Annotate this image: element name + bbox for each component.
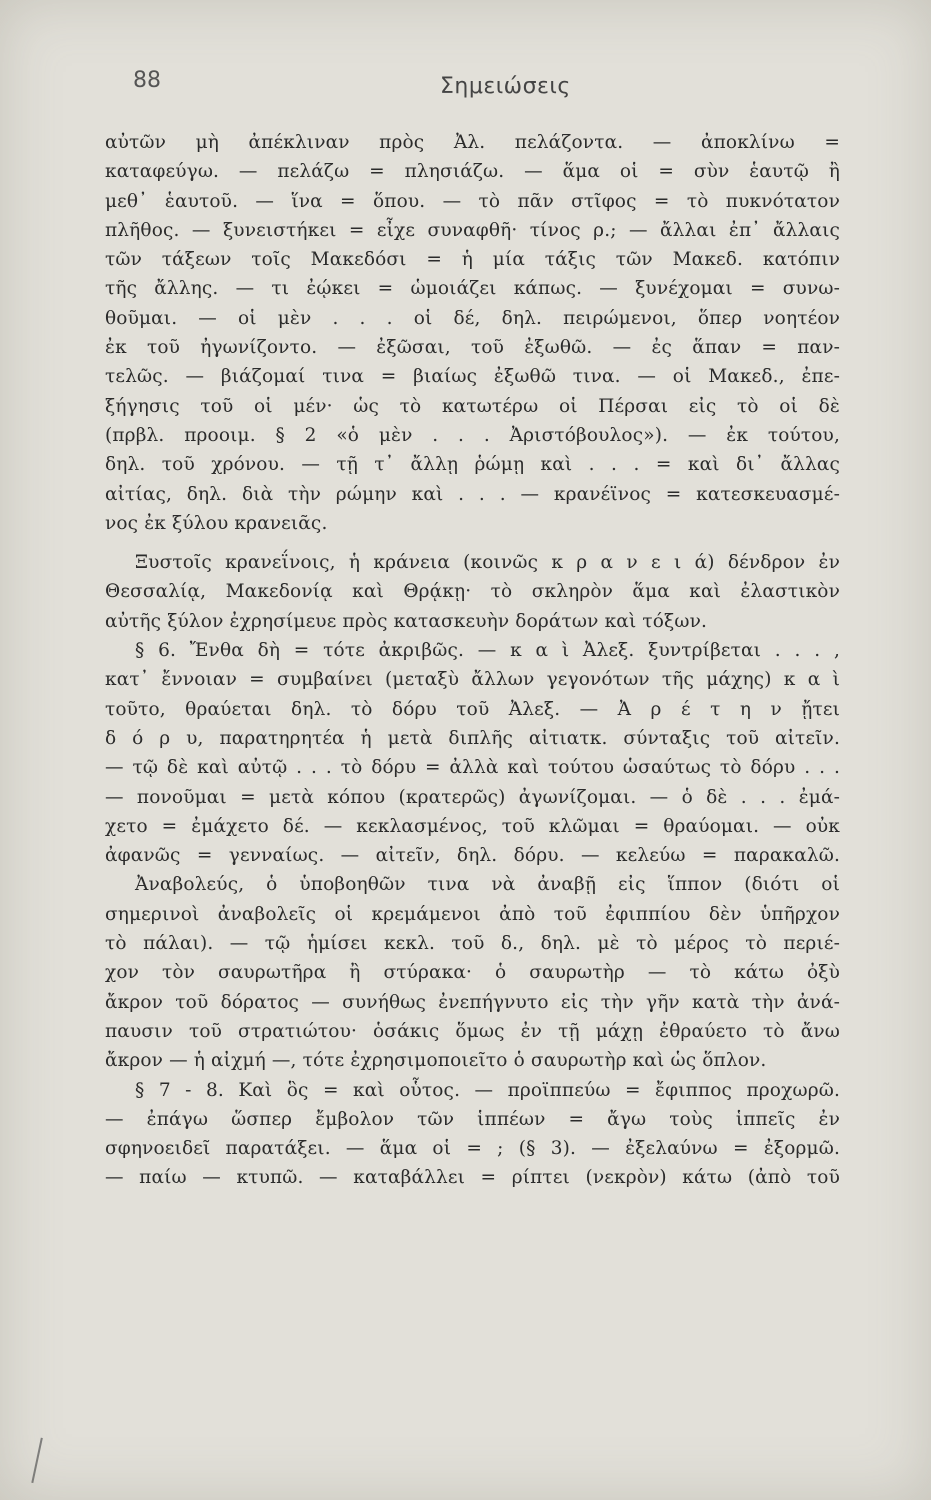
text-line: § 6. Ἔνθα δὴ = τότε ἀκριβῶς. — κ α ὶ Ἀλεξ. ξυντρίβεται . . . ,: [135, 640, 840, 662]
text-line: θοῦμαι. — οἱ μὲν . . . οἱ δέ, δηλ. πειρώμενοι, ὅπερ νοητέον: [105, 307, 840, 329]
text-line: — παίω — κτυπῶ. — καταβάλλει = ρίπτει (νεκρὸν) κάτω (ἀπὸ τοῦ: [105, 1167, 840, 1189]
paragraph-gap: [105, 538, 840, 548]
text-line: νος ἐκ ξύλου κρανειᾶς.: [105, 512, 328, 534]
pencil-mark: [31, 1438, 48, 1485]
text-line: — πονοῦμαι = μετὰ κόπου (κρατερῶς) ἀγωνίζομαι. — ὁ δὲ . . . ἐμά-: [105, 786, 840, 808]
running-title: Σημειώσεις: [440, 74, 571, 99]
text-line: μεθ᾽ ἑαυτοῦ. — ἵνα = ὅπου. — τὸ πᾶν στῖφος = τὸ πυκνότατον: [105, 190, 840, 212]
text-line: αὐτῶν μὴ ἀπέκλιναν πρὸς Ἀλ. πελάζοντα. — ἀποκλίνω =: [105, 132, 840, 153]
text-line: χον τὸν σαυρωτῆρα ἢ στύρακα· ὁ σαυρωτὴρ — τὸ κάτω ὀξὺ: [105, 962, 840, 984]
text-line: (πρβλ. προοιμ. § 2 «ὁ μὲν . . . Ἀριστόβουλος»). — ἐκ τούτου,: [105, 424, 840, 446]
text-line: ξήγησις τοῦ οἱ μέν· ὡς τὸ κατωτέρω οἱ Πέρσαι εἰς τὸ οἱ δὲ: [105, 395, 840, 417]
text-line: αἰτίας, δηλ. διὰ τὴν ρώμην καὶ . . . — κρανέϊνος = κατεσκευασμέ-: [105, 483, 840, 505]
text-line: τοῦτο, θραύεται δηλ. τὸ δόρυ τοῦ Ἀλεξ. — Ἀ ρ έ τ η ν ᾔτει: [105, 698, 840, 720]
text-line: δ ό ρ υ, παρατηρητέα ἡ μετὰ διπλῆς αἰτιατκ. σύνταξις τοῦ αἰτεῖν.: [105, 727, 840, 749]
text-line: ἄκρον τοῦ δόρατος — συνήθως ἐνεπήγνυτο εἰς τὴν γῆν κατὰ τὴν ἀνά-: [105, 991, 840, 1013]
text-line: σφηνοειδεῖ παρατάξει. — ἅμα οἱ = ; (§ 3). — ἐξελαύνω = ἐξορμῶ.: [105, 1138, 840, 1160]
text-line: αὐτῆς ξύλον ἐχρησίμευε πρὸς κατασκευὴν δοράτων καὶ τόξων.: [105, 610, 708, 632]
text-line: τὸ πάλαι). — τῷ ἡμίσει κεκλ. τοῦ δ., δηλ. μὲ τὸ μέρος τὸ περιέ-: [105, 933, 840, 955]
page-number: 88: [133, 68, 161, 93]
text-line: Ξυστοῖς κρανεΐνοις, ἡ κράνεια (κοινῶς κ ρ α ν ε ι ά) δένδρον ἐν: [135, 552, 840, 574]
text-line: ἀφανῶς = γενναίως. — αἰτεῖν, δηλ. δόρυ. — κελεύω = παρακαλῶ.: [105, 845, 840, 867]
notes-body: [105, 128, 840, 1193]
text-line: τῆς ἄλλης. — τι ἐῴκει = ὡμοιάζει κάπως. — ξυνέχομαι = συνω-: [105, 278, 840, 300]
text-line: ἐκ τοῦ ἠγωνίζοντο. — ἐξῶσαι, τοῦ ἐξωθῶ. — ἐς ἅπαν = παν-: [105, 337, 840, 359]
text-line: § 7 - 8. Καὶ ὃς = καὶ οὗτος. — προϊππεύω = ἔφιππος προχωρῶ.: [135, 1079, 840, 1101]
text-line: σημερινοὶ ἀναβολεῖς οἱ κρεμάμενοι ἀπὸ τοῦ ἐφιππίου δὲν ὑπῆρχον: [105, 903, 840, 925]
text-line: καταφεύγω. — πελάζω = πλησιάζω. — ἅμα οἱ = σὺν ἑαυτῷ ἢ: [105, 161, 840, 183]
text-line: — τῷ δὲ καὶ αὐτῷ . . . τὸ δόρυ = ἀλλὰ καὶ τούτου ὡσαύτως τὸ δόρυ . . .: [105, 757, 840, 779]
text-line: χετο = ἐμάχετο δέ. — κεκλασμένος, τοῦ κλῶμαι = θραύομαι. — οὐκ: [105, 815, 840, 837]
text-line: Ἀναβολεύς, ὁ ὑποβοηθῶν τινα νὰ ἀναβῇ εἰς ἵππον (διότι οἱ: [135, 874, 840, 896]
text-line: δηλ. τοῦ χρόνου. — τῇ τ᾽ ἄλλῃ ῥώμῃ καὶ . . . = καὶ δι᾽ ἄλλας: [105, 454, 840, 476]
text-line: παυσιν τοῦ στρατιώτου· ὁσάκις ὅμως ἐν τῇ μάχῃ ἐθραύετο τὸ ἄνω: [105, 1020, 840, 1042]
text-line: Θεσσαλίᾳ, Μακεδονίᾳ καὶ Θρᾴκῃ· τὸ σκληρὸν ἅμα καὶ ἐλαστικὸν: [105, 581, 840, 603]
text-line: τῶν τάξεων τοῖς Μακεδόσι = ἡ μία τάξις τῶν Μακεδ. κατόπιν: [105, 249, 840, 271]
text-line: κατ᾽ ἔννοιαν = συμβαίνει (μεταξὺ ἄλλων γεγονότων τῆς μάχης) κ α ὶ: [105, 669, 840, 691]
text-line: πλῆθος. — ξυνειστήκει = εἶχε συναφθῆ· τίνος ρ.; — ἄλλαι ἐπ᾽ ἄλλαις: [105, 219, 840, 241]
text-line: τελῶς. — βιάζομαί τινα = βιαίως ἐξωθῶ τινα. — οἱ Μακεδ., ἐπε-: [105, 366, 840, 388]
text-line: — ἐπάγω ὥσπερ ἔμβολον τῶν ἱππέων = ἄγω τοὺς ἱππεῖς ἐν: [105, 1108, 840, 1130]
page-header: [0, 68, 931, 108]
text-line: ἄκρον — ἡ αἰχμή —, τότε ἐχρησιμοποιεῖτο ὁ σαυρωτὴρ καὶ ὡς ὅπλον.: [105, 1050, 767, 1072]
